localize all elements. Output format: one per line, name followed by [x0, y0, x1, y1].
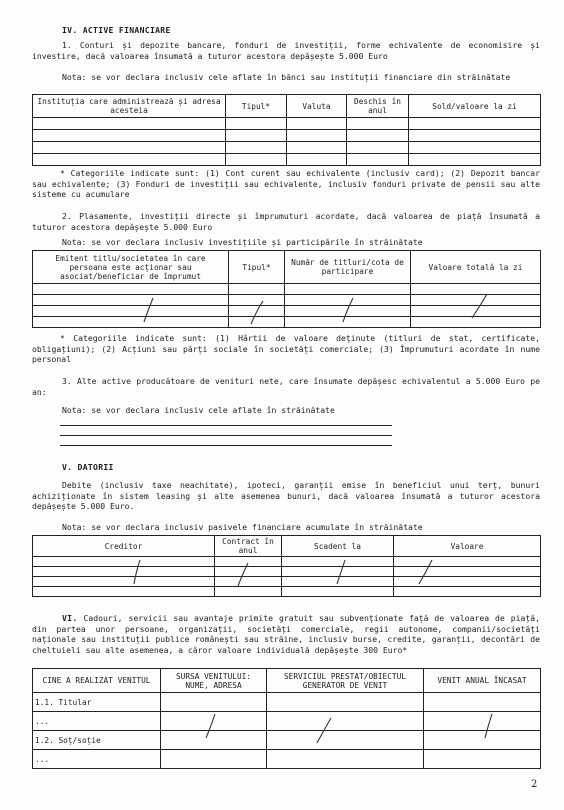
header-due-date: Scadent la: [282, 536, 394, 557]
row-label-ellipsis: ...: [33, 750, 161, 769]
strike-mark: [337, 296, 359, 324]
strike-mark: [138, 296, 160, 324]
header-total-value: Valoare totală la zi: [411, 251, 541, 284]
section-4-paragraph-1: 1. Conturi și depozite bancare, fonduri de investiții, forme echivalente de economisire și investire, dacă valoarea însumată a tuturor acestora depășește 5.000 Euro: [32, 40, 540, 61]
section-5-heading: V. DATORII: [62, 462, 114, 472]
bank-accounts-table: [32, 94, 541, 166]
blank-line: [60, 435, 392, 436]
blank-line: [60, 425, 392, 426]
header-balance: Sold/valoare la zi: [409, 95, 541, 118]
strike-mark: [232, 560, 254, 588]
section-4-note-3: Nota: se vor declara inclusiv cele aflate în străinătate: [62, 405, 335, 415]
table-row: [33, 577, 541, 587]
row-label-ellipsis: ...: [33, 712, 161, 731]
blank-line: [60, 445, 392, 446]
table-row: [33, 295, 541, 306]
table-2-footnote: * Categoriile indicate sunt: (1) Hârtii de valoare deținute (titluri de stat, certificate, obligațiuni); (2) Acțiuni sau părți sociale în societăți comerciale; (3) Împrumuturi acordate în nume personal: [32, 333, 540, 364]
row-label-spouse: 1.2. Soț/soție: [33, 731, 161, 750]
header-service-object: SERVICIUL PRESTAT/OBIECTUL GENERATOR DE VENIT: [267, 669, 424, 693]
header-currency: Valuta: [287, 95, 347, 118]
table-row: [33, 750, 541, 769]
strike-mark: [246, 298, 268, 326]
table-row: [33, 142, 541, 154]
header-who-earned: CINE A REALIZAT VENITUL: [33, 669, 161, 693]
strike-mark: [200, 712, 222, 740]
header-value: Valoare: [394, 536, 541, 557]
table-row: [33, 317, 541, 328]
section-4-paragraph-2: 2. Plasamente, investiții directe și împrumuturi acordate, dacă valoarea de piață însumată a tuturor acestora depășește 5.000 Euro: [32, 211, 540, 232]
table-row: [33, 284, 541, 295]
strike-mark: [126, 558, 148, 586]
table-row: [33, 587, 541, 597]
strike-mark: [478, 712, 500, 740]
row-label-titular: 1.1. Titular: [33, 693, 161, 712]
table-row: [33, 693, 541, 712]
header-institution: Instituția care administrează și adresa acesteia: [33, 95, 226, 118]
section-6-paragraph: [32, 613, 540, 655]
gifts-table: [32, 668, 541, 769]
debts-table: [32, 535, 541, 597]
header-opened-year: Deschis în anul: [347, 95, 409, 118]
section-6-text: Cadouri, servicii sau avantaje primite gratuit sau subvenționate față de valoarea de piață, din partea unor persoane, organizații, societăți comerciale, regii autonome, companii/societăți naționale sau instituții publice românești sau străine, inclusiv burse, credite, garanții, decontări de cheltuieli sau alte asemenea, a căror valoare individuală depășește 300 Euro*: [32, 613, 540, 655]
table-row: [33, 731, 541, 750]
page-number: 2: [531, 779, 538, 790]
strike-mark: [468, 292, 490, 320]
section-4-heading: IV. ACTIVE FINANCIARE: [62, 25, 171, 35]
header-type: Tipul*: [226, 95, 287, 118]
strike-mark: [414, 558, 436, 586]
section-4-paragraph-3: 3. Alte active producătoare de venituri nete, care însumate depășesc echivalentul a 5.000 Euro pe an:: [32, 376, 540, 397]
investments-table: [32, 250, 541, 328]
table-row: [33, 567, 541, 577]
header-issuer: Emitent titlu/societatea în care persoana este acționar sau asociat/beneficiar de împrumut: [33, 251, 229, 284]
section-5-note: Nota: se vor declara inclusiv pasivele financiare acumulate în străinătate: [62, 522, 423, 532]
section-5-paragraph: Debite (inclusiv taxe neachitate), ipoteci, garanții emise în beneficiul unui terț, bunuri achiziționate în sistem leasing și alte asemenea bunuri, dacă valoarea însumată a tuturor acestora depășește 5.000 Euro.: [32, 480, 540, 511]
header-creditor: Creditor: [33, 536, 215, 557]
header-contract-year: Contract în anul: [215, 536, 282, 557]
header-type: Tipul*: [229, 251, 285, 284]
header-income-source: SURSA VENITULUI: NUME, ADRESA: [161, 669, 267, 693]
table-row: [33, 712, 541, 731]
strike-mark: [330, 558, 352, 586]
section-4-note-2: Nota: se vor declara inclusiv investițiile și participările în străinătate: [62, 237, 423, 247]
table-row: [33, 118, 541, 130]
table-row: [33, 306, 541, 317]
section-4-note-1: Nota: se vor declara inclusiv cele aflate în bănci sau instituții financiare din străinătate: [62, 72, 511, 82]
strike-mark: [313, 716, 335, 744]
table-row: [33, 130, 541, 142]
table-row: [33, 154, 541, 166]
section-6-heading: VI.: [62, 613, 78, 623]
header-share-count: Număr de titluri/cota de participare: [285, 251, 411, 284]
table-1-footnote: * Categoriile indicate sunt: (1) Cont curent sau echivalente (inclusiv card); (2) Depozit bancar sau echivalente; (3) Fonduri de investiții sau echivalente, inclusiv fonduri private de pensii sau alte sisteme cu acumulare: [32, 168, 540, 199]
header-annual-income: VENIT ANUAL ÎNCASAT: [424, 669, 541, 693]
table-row: [33, 557, 541, 567]
